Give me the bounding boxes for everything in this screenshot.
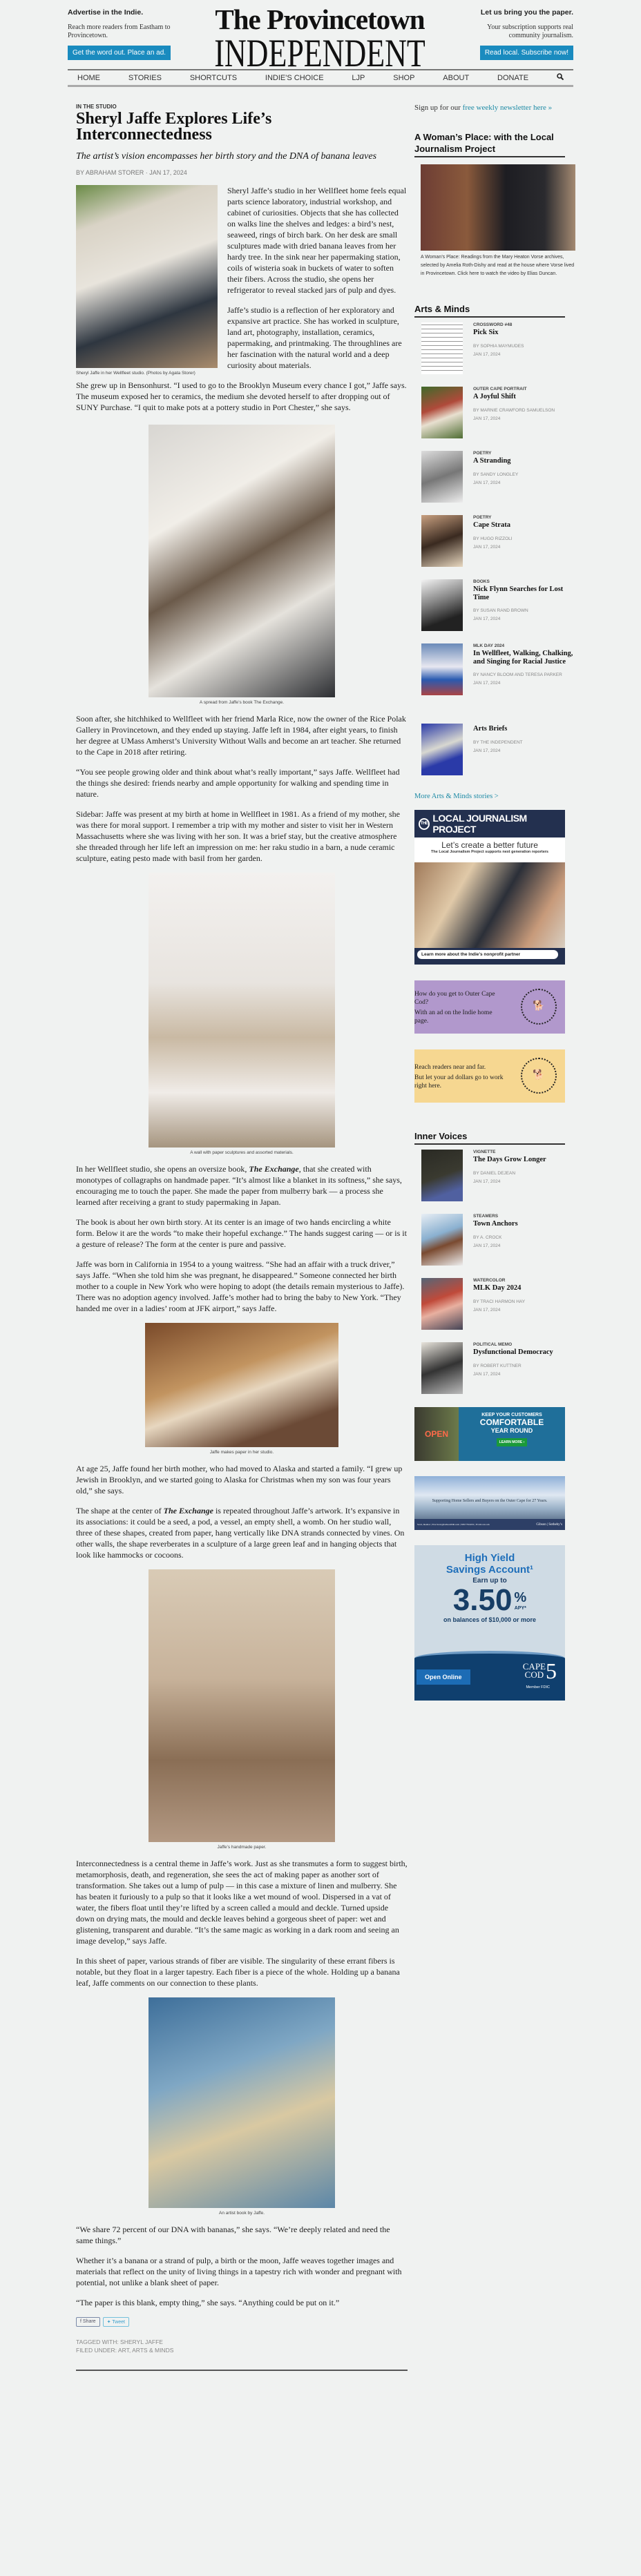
article-figure <box>149 1569 335 1850</box>
item-kicker[interactable]: MLK DAY 2024 <box>473 643 505 648</box>
article-figure <box>149 1997 335 2216</box>
list-item-text <box>473 1214 577 1273</box>
subscribe-button[interactable]: Read local. Subscribe now! <box>480 46 573 60</box>
subscribe-title: Let us bring you the paper. <box>480 8 573 17</box>
list-item[interactable] <box>414 515 582 574</box>
realtor-contact: Scott, Realtor | Eva.Scott@GibsonSIR.com | 508.776.9231 | EvaScott.com <box>417 1523 490 1526</box>
article-photo[interactable] <box>149 873 335 1147</box>
item-title[interactable]: Town Anchors <box>473 1220 518 1228</box>
lead-photo[interactable] <box>76 185 218 368</box>
list-item[interactable] <box>414 1214 582 1273</box>
book-title: The Exchange <box>163 1506 213 1515</box>
sidebar <box>414 104 582 1701</box>
paragraph <box>76 2297 408 2308</box>
figure-caption: An artist book by Jaffe. <box>219 2211 265 2216</box>
item-title[interactable]: Cape Strata <box>473 521 510 529</box>
indie-seal-icon: 🐕 <box>521 989 557 1025</box>
comfortable-ad[interactable] <box>414 1407 565 1461</box>
paragraph-text: Jaffe was born in California in 1954 to a young waitress. “She had an affair with a truck driver,” says Jaffe. “When she told him she was pregnant, he disappeared.” Someone connected her birth mother to a couple in New York who were hoping to adopt (the details remain mysterious to Jaffe). There was no adoption agency involved. Jaffe’s mother had to bring the baby to New York. “They handed me over in a ladies’ room at JFK airport,” says Jaffe. <box>76 1259 405 1313</box>
item-date: JAN 17, 2024 <box>473 416 501 421</box>
more-arts-link[interactable]: More Arts & Minds stories > <box>414 793 499 800</box>
lead-figure <box>76 185 218 376</box>
paragraph: Sheryl Jaffe’s studio in her Wellfleet home feels equal parts science laboratory, industrial workshop, and cabinet of curiosities. Objects that she has collected on walks line the shelves and ledges: a bird’s nest, seaweed, rings of birch bark. On her desk are small sculptures made with dried banana leaves from her hardy tree. In the sink near her papermaking station, coils of wisteria soak in buckets of water to soften their fibers. Across the studio, she opens her refrigerator to reveal stacked jars of pulp and dyes. <box>227 186 407 295</box>
item-date: JAN 17, 2024 <box>473 681 501 686</box>
yellow-ad-line-2: But let your ad dollars go to work right here. <box>414 1074 504 1090</box>
main-nav <box>68 69 573 87</box>
inner-voices-heading: Inner Voices <box>414 1130 565 1145</box>
item-kicker[interactable]: CROSSWORD #48 <box>473 322 513 327</box>
list-item[interactable] <box>414 387 582 446</box>
article-photo[interactable] <box>149 1997 335 2208</box>
search-icon[interactable] <box>557 73 564 82</box>
nav-donate[interactable]: DONATE <box>497 73 529 82</box>
list-item-text <box>473 322 577 382</box>
ljp-headline: Let’s create a better future <box>441 840 538 850</box>
item-title[interactable]: Dysfunctional Democracy <box>473 1348 553 1356</box>
item-title[interactable]: Nick Flynn Searches for Lost Time <box>473 585 564 601</box>
list-item-text <box>473 1342 577 1402</box>
list-item-text <box>473 724 577 783</box>
filed-under[interactable]: FILED UNDER: ART, ARTS & MINDS <box>76 2347 174 2354</box>
item-title[interactable]: MLK Day 2024 <box>473 1284 522 1292</box>
realtor-brand: Gibson | Sotheby’s <box>536 1522 562 1527</box>
item-date: JAN 17, 2024 <box>473 617 501 621</box>
item-meta <box>473 1234 577 1250</box>
article-tags <box>76 2338 408 2354</box>
list-item[interactable] <box>414 724 582 783</box>
item-meta <box>473 1362 577 1379</box>
bank-line-2: Savings Account¹ <box>446 1564 534 1576</box>
yellow-ad-line-1: Reach readers near and far. <box>414 1064 486 1071</box>
advertise-text: Reach more readers from Eastham to Provincetown. <box>68 23 171 39</box>
womans-place-caption[interactable]: A Woman’s Place: Readings from the Mary Heaton Vorse archives, selected by Amelia Roth-Dishy and read at the house where Vorse lived in Provincetown. Click here to watch the video by Elias Duncan. <box>421 255 575 276</box>
subscribe-text: Your subscription supports real community journalism. <box>487 23 573 39</box>
share-buttons <box>76 2317 408 2327</box>
bank-fdic: Member FDIC <box>526 1685 550 1689</box>
newsletter-link[interactable]: free weekly newsletter here » <box>462 104 553 112</box>
paragraph-text: Soon after, she hitchhiked to Wellfleet with her friend Marla Rice, now the owner of the Rice Polak Gallery in Provincetown, and they ended up staying. Jaffe left in 1984, after eight years, to finish her degree at UMass Amherst’s University Without Walls and become an art teacher. She returned to the Cape in 2018 after retiring. <box>76 714 406 757</box>
paragraph <box>76 2255 408 2288</box>
comfort-line-3: YEAR ROUND <box>490 1427 533 1434</box>
bank-rate: 3.50 <box>452 1583 513 1617</box>
twitter-tweet-button[interactable]: ✦ Tweet <box>103 2317 129 2327</box>
item-author[interactable]: BY DANIEL DEJEAN <box>473 1170 516 1176</box>
item-date: JAN 17, 2024 <box>473 544 501 550</box>
paragraph <box>76 1955 408 1988</box>
paragraph <box>76 1163 408 1208</box>
comfort-learn-more-button[interactable]: LEARN MORE › <box>497 1438 528 1446</box>
article-figure <box>149 873 335 1155</box>
item-kicker[interactable]: OUTER CAPE PORTRAIT <box>473 387 527 391</box>
list-item-text <box>473 451 577 510</box>
paragraph-text: The book is about her own birth story. At its center is an image of two hands encircling a white form. Below it are the words “to make their hopeful exchange.” The hands suggest caring — or is it a gesture of release? The form at the center is pure and passive. <box>76 1217 407 1249</box>
paragraph-text: “We share 72 percent of our DNA with bananas,” she says. “We’re deeply related and need the same things.” <box>76 2225 390 2245</box>
logo-line-2: INDEPENDENT <box>214 31 425 76</box>
item-date: JAN 17, 2024 <box>473 1307 501 1313</box>
book-title: The Exchange <box>249 1164 299 1174</box>
newsletter-prefix: Sign up for our <box>414 104 463 112</box>
list-item[interactable] <box>414 1278 582 1337</box>
item-author[interactable]: BY SUSAN RAND BROWN <box>473 608 528 613</box>
item-meta <box>473 1298 577 1315</box>
list-item-text <box>473 1278 577 1337</box>
realtor-tagline: Supporting Home Sellers and Buyers on the Outer Cape for 27 Years. <box>432 1499 548 1503</box>
list-item[interactable] <box>414 579 582 639</box>
tagged-with[interactable]: TAGGED WITH: SHERYL JAFFE <box>76 2338 163 2345</box>
nav-shop[interactable]: SHOP <box>393 73 415 82</box>
item-author[interactable]: BY ROBERT KUTTNER <box>473 1363 522 1368</box>
paragraph-text: is repeated throughout Jaffe’s artwork. It’s expansive in its associations: it could be a seed, a pod, a vessel, an empty shell, a womb. On her studio wall, three of these shapes, created from paper, hang vertically like DNA strands connected by vines. On other walls, the shape reverberates in a sculpture of a large green leaf and in hanging objects that look like hammocks or cocoons. <box>76 1506 405 1560</box>
paragraph-text: “You see people growing older and think about what’s really important,” says Jaffe. Wellfleet had the things she desired: friends nearby and ample opportunity for walking and spending time in nature. <box>76 767 400 799</box>
item-meta <box>473 535 577 552</box>
paragraph-text: In her Wellfleet studio, she opens an oversize book, <box>76 1164 249 1174</box>
site-header <box>68 0 573 76</box>
paragraph <box>76 808 408 864</box>
nav-ljp[interactable]: LJP <box>352 73 365 82</box>
figure-caption: Jaffe’s handmade paper. <box>217 1845 267 1850</box>
facebook-share-button[interactable]: f Share <box>76 2317 100 2327</box>
paragraph-text: “The paper is this blank, empty thing,” she says. “Anything could be put on it.” <box>76 2298 340 2307</box>
article-photo[interactable] <box>149 425 335 697</box>
nav-about[interactable]: ABOUT <box>443 73 470 82</box>
item-date: JAN 17, 2024 <box>473 1179 501 1184</box>
item-author[interactable]: BY TRACI HARMON HAY <box>473 1299 526 1304</box>
article-thumbnail[interactable] <box>421 724 463 775</box>
article-thumbnail[interactable] <box>421 643 463 695</box>
arts-minds-heading: Arts & Minds <box>414 303 565 318</box>
nav-indies-choice[interactable]: INDIE'S CHOICE <box>265 73 324 82</box>
paragraph-text: , that she created with monotypes of collagraphs on handmade paper. “It’s almost like a blanket in its softness,” she says, encouraging me to touch the paper. She made the paper from mulberry bark — a process she learned after receiving a grant to study papermaking in Japan. <box>76 1164 402 1207</box>
paragraph <box>76 1463 408 1496</box>
list-item[interactable] <box>414 1342 582 1402</box>
paragraph <box>76 1217 408 1250</box>
item-kicker[interactable]: WATERCOLOR <box>473 1278 506 1283</box>
twitter-tweet-label: Tweet <box>112 2320 125 2325</box>
article-byline: BY ABRAHAM STORER · JAN 17, 2024 <box>76 169 187 176</box>
paragraph <box>76 1259 408 1314</box>
paragraph <box>76 1505 408 1560</box>
purple-ad-line-2: With an ad on the Indie home page. <box>414 1009 492 1025</box>
list-item-text <box>473 1150 577 1209</box>
paragraph-text: At age 25, Jaffe found her birth mother, who had moved to Alaska and started a family. “I grew up Jewish in Brooklyn, and we started going to Alaska for Christmas when my son was four years old,” she says. <box>76 1464 403 1495</box>
item-author[interactable]: BY HUGO RIZZOLI <box>473 536 513 541</box>
article-kicker[interactable]: IN THE STUDIO <box>76 104 117 110</box>
list-item-text <box>473 579 577 639</box>
realtor-ad[interactable] <box>414 1476 565 1530</box>
bank-line-3: Earn up to <box>472 1577 507 1585</box>
ljp-photo <box>414 862 565 948</box>
bank-line-1: High Yield <box>464 1552 515 1564</box>
newsletter-signup <box>414 104 582 112</box>
paragraph-text: Sidebar: Jaffe was present at my birth at home in Wellfleet in 1981. As a friend of my mother, she was there for moral support. I remember a trip with my mother and sister to visit her in Western Massachusetts where she was living with her son. It was a brief stay, but the creative atmosphere she threaded through her life left an impression on me: her raku studio in a barn, a nude ceramic sculpture, eating pesto made with basil from her garden. <box>76 809 400 863</box>
site-logo[interactable] <box>192 3 448 76</box>
ljp-brand: LOCAL JOURNALISM PROJECT <box>432 813 527 835</box>
paragraph <box>76 766 408 800</box>
article-thumbnail[interactable] <box>421 451 463 503</box>
nav-shortcuts[interactable]: SHORTCUTS <box>189 73 238 82</box>
article-thumbnail[interactable] <box>421 1342 463 1394</box>
bank-brand-3: 5 <box>546 1658 557 1683</box>
paragraph-text: The shape at the center of <box>76 1506 164 1515</box>
inner-voices-list <box>414 1150 582 1402</box>
item-date: JAN 17, 2024 <box>473 1243 501 1248</box>
paragraph: Jaffe’s studio is a reflection of her exploratory and expansive art practice. She has worked in sculpture, land art, photography, installation, ceramics, papermaking, and printmaking. The throughlines are her fascination with the natural world and a deep curiosity about materials. <box>227 305 402 370</box>
list-item[interactable] <box>414 1150 582 1209</box>
item-meta <box>473 607 577 623</box>
subscribe-promo <box>470 8 573 60</box>
paragraph <box>76 713 408 757</box>
article-thumbnail[interactable] <box>421 1214 463 1266</box>
ljp-ad[interactable] <box>414 810 565 965</box>
article-body <box>76 425 408 2308</box>
comfort-line-1: KEEP YOUR CUSTOMERS <box>481 1413 542 1417</box>
list-item-text <box>473 515 577 574</box>
item-meta <box>473 1170 577 1186</box>
item-title[interactable]: A Stranding <box>473 457 511 465</box>
paragraph-text: In this sheet of paper, various strands of fiber are visible. The singularity of these errant fibers is notable, but they float in a larger tapestry. Each fiber is a piece of the whole. Holding up a banana leaf, Jaffe comments on our connection to these plants. <box>76 1956 400 1988</box>
item-kicker[interactable]: POLITICAL MEMO <box>473 1342 513 1347</box>
item-meta <box>473 739 577 755</box>
article-figure <box>145 1323 338 1455</box>
item-author[interactable]: BY THE INDEPENDENT <box>473 739 523 745</box>
item-kicker[interactable]: VIGNETTE <box>473 1150 496 1154</box>
ljp-sub: The Local Journalism Project supports next generation reporters <box>431 850 548 854</box>
bank-brand-2: COD <box>524 1669 544 1680</box>
item-meta <box>473 342 577 359</box>
divider <box>76 2370 408 2371</box>
bank-percent: % <box>514 1590 527 1605</box>
bank-apy: APY* <box>514 1606 526 1611</box>
paragraph: She grew up in Bensonhurst. “I used to go to the Brooklyn Museum every chance I got,” Jaffe says. The museum exposed her to ceramics, the medium she devoted herself to after dropping out of SUNY Purchase. “I quit to make pots at a pottery studio in Port Chester,” she says. <box>76 380 407 412</box>
facebook-share-label: Share <box>82 2319 96 2324</box>
item-kicker[interactable]: STEAMERS <box>473 1214 499 1219</box>
item-title[interactable]: Pick Six <box>473 329 499 336</box>
list-item[interactable] <box>414 322 582 382</box>
item-kicker[interactable]: POETRY <box>473 451 492 456</box>
bank-line-4: on balances of $10,000 or more <box>443 1616 537 1623</box>
cape-cod-5-ad[interactable] <box>414 1545 565 1701</box>
item-author[interactable]: BY MARNIE CRAWFORD SAMUELSON <box>473 407 555 413</box>
article-dek: The artist’s vision encompasses her birth story and the DNA of banana leaves <box>76 151 377 162</box>
advertise-title: Advertise in the Indie. <box>68 8 144 17</box>
item-kicker[interactable]: POETRY <box>473 515 492 520</box>
paragraph-text: Whether it’s a banana or a strand of pulp, a birth or the moon, Jaffe weaves together images and materials that reflect on the unity of living things in a tapestry rich with wonder and pregnant with potential, not unlike a blank sheet of paper. <box>76 2256 402 2287</box>
place-ad-button[interactable]: Get the word out. Place an ad. <box>68 46 171 60</box>
list-item-text <box>473 643 577 714</box>
figure-caption: A wall with paper sculptures and assorted materials. <box>190 1150 294 1155</box>
nav-stories[interactable]: STORIES <box>128 73 162 82</box>
purple-ad-line-1: How do you get to Outer Cape Cod? <box>414 991 495 1006</box>
article-thumbnail[interactable] <box>421 1150 463 1201</box>
item-author[interactable]: BY NANCY BLOOM AND TERESA PARKER <box>473 672 562 677</box>
list-item-text <box>473 387 577 446</box>
item-title[interactable]: The Days Grow Longer <box>473 1156 546 1163</box>
item-date: JAN 17, 2024 <box>473 1371 501 1377</box>
list-item[interactable] <box>414 451 582 510</box>
paragraph <box>76 1858 408 1946</box>
item-author[interactable]: BY SOPHIA MAYMUDES <box>473 343 524 349</box>
article-lead <box>76 185 408 422</box>
womans-place-heading: A Woman’s Place: with the Local Journalism Project <box>414 131 565 157</box>
article-thumbnail[interactable] <box>421 1278 463 1330</box>
article-thumbnail[interactable] <box>421 387 463 438</box>
paragraph <box>76 2224 408 2246</box>
article-thumbnail[interactable] <box>421 579 463 631</box>
bank-brand-1: CAPE <box>522 1661 546 1672</box>
ljp-learn-more-button[interactable]: Learn more about the Indie’s nonprofit partner <box>417 950 558 959</box>
article-figure <box>149 425 335 705</box>
item-title[interactable]: In Wellfleet, Walking, Chalking, and Singing for Racial Justice <box>473 650 573 666</box>
item-meta <box>473 407 577 423</box>
figure-caption: A spread from Jaffe’s book The Exchange. <box>199 700 285 705</box>
purple-ad[interactable] <box>414 980 565 1034</box>
nav-home[interactable]: HOME <box>77 73 100 82</box>
item-title[interactable]: Arts Briefs <box>473 725 508 733</box>
item-meta <box>473 671 577 688</box>
item-date: JAN 17, 2024 <box>473 480 501 485</box>
item-meta <box>473 471 577 487</box>
yellow-ad[interactable] <box>414 1049 565 1103</box>
open-online-button[interactable]: Open Online <box>417 1669 470 1685</box>
womans-place-video[interactable] <box>421 164 575 251</box>
article-photo[interactable] <box>149 1569 335 1842</box>
paragraph-text: Interconnectedness is a central theme in Jaffe’s work. Just as she transmutes a form to suggest birth, metamorphosis, death, and regeneration, she sees the act of making paper as another sort of transformation. She takes out a lump of pulp — in this case a mixture of linen and mulberry. She has beaten it furiously to a pulp so that it looks like a wet mound of wool. Dispersed in a vat of water, the fibers float until they’re lifted by a screen called a mould and deckle. Turned upside down on drying mats, the mould and deckle leaves behind a gorgeous sheet of paper: wet and glistening, transparent and durable. “It’s the same magic as working in a dark room and seeing an image develop,” says Jaffe. <box>76 1859 408 1946</box>
article-photo[interactable] <box>145 1323 338 1447</box>
indie-seal-icon: 🐕 <box>521 1058 557 1094</box>
list-item[interactable] <box>414 643 582 714</box>
item-date: JAN 17, 2024 <box>473 351 501 357</box>
open-sign-photo: OPEN <box>414 1407 459 1461</box>
item-date: JAN 17, 2024 <box>473 748 501 753</box>
figure-caption: Jaffe makes paper in her studio. <box>209 1450 274 1455</box>
article <box>76 104 408 2371</box>
article-title: Sheryl Jaffe Explores Life’s Interconnectedness <box>76 110 272 144</box>
advertise-promo <box>68 8 171 60</box>
lead-caption: Sheryl Jaffe in her Wellfleet studio. (Photos by Agata Storer) <box>76 371 195 376</box>
ljp-badge: THE <box>419 818 430 830</box>
article-thumbnail[interactable] <box>421 515 463 567</box>
item-title[interactable]: A Joyful Shift <box>473 393 516 400</box>
item-kicker[interactable]: BOOKS <box>473 579 490 584</box>
item-author[interactable]: BY A. CROCK <box>473 1234 502 1240</box>
article-thumbnail[interactable] <box>421 322 463 374</box>
item-author[interactable]: BY SANDY LONGLEY <box>473 472 519 477</box>
comfort-line-2: COMFORTABLE <box>479 1417 544 1427</box>
arts-minds-list <box>414 322 582 783</box>
logo-line-1: The Provincetown <box>215 3 425 35</box>
